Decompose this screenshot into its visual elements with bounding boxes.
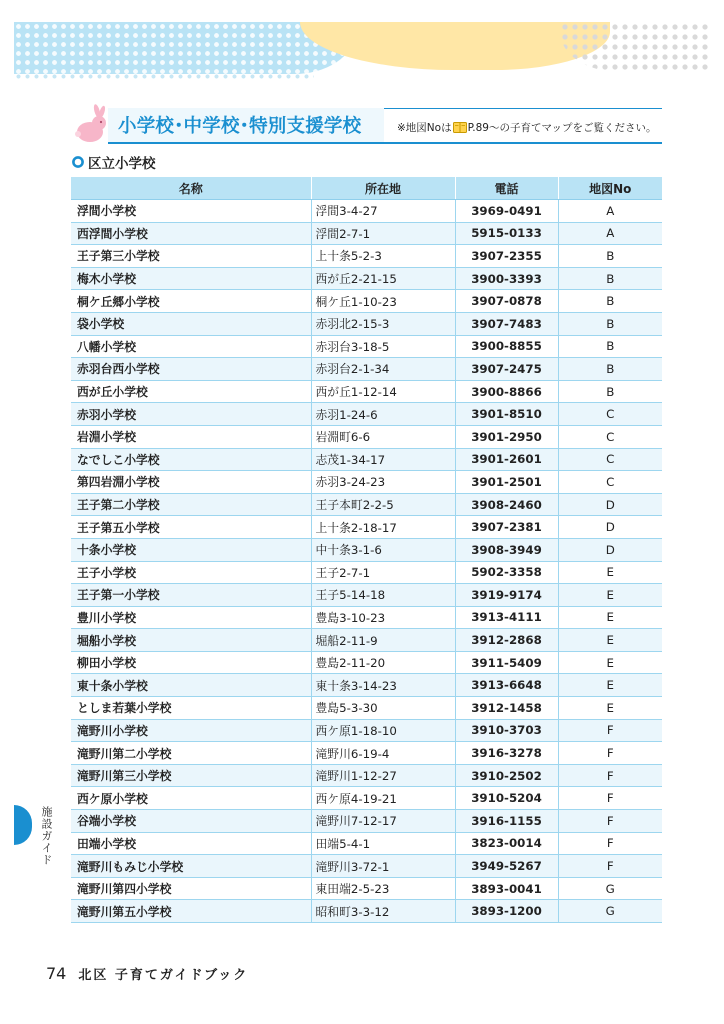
cell-address: 昭和町3-3-12 — [311, 900, 455, 923]
rabbit-icon — [68, 104, 108, 144]
table-row — [71, 810, 662, 833]
cell-map-no: F — [558, 810, 662, 833]
cell-phone: 3908-2460 — [455, 493, 558, 516]
cell-map-no: E — [558, 697, 662, 720]
table-row — [71, 855, 662, 878]
cell-map-no: E — [558, 561, 662, 584]
cell-map-no: B — [558, 245, 662, 268]
cell-address: 赤羽1-24-6 — [311, 403, 455, 426]
cell-phone: 3900-8866 — [455, 380, 558, 403]
title-rule — [108, 142, 662, 144]
cell-phone: 3910-3703 — [455, 719, 558, 742]
cell-address: 豊島2-11-20 — [311, 651, 455, 674]
side-tab-label: 施設ガイド — [40, 806, 53, 866]
cell-address: 上十条5-2-3 — [311, 245, 455, 268]
cell-phone: 3910-5204 — [455, 787, 558, 810]
cell-map-no: E — [558, 674, 662, 697]
cell-address: 西が丘2-21-15 — [311, 267, 455, 290]
cell-address: 赤羽3-24-23 — [311, 471, 455, 494]
bullet-circle-icon — [72, 156, 84, 168]
cell-school-name: 谷端小学校 — [71, 810, 311, 833]
cell-school-name: 袋小学校 — [71, 312, 311, 335]
cell-school-name: 豊川小学校 — [71, 606, 311, 629]
section-heading — [72, 152, 156, 172]
table-row — [71, 787, 662, 810]
cell-phone: 3916-3278 — [455, 742, 558, 765]
cell-address: 西ケ原1-18-10 — [311, 719, 455, 742]
cell-school-name: 西ケ原小学校 — [71, 787, 311, 810]
cell-map-no: B — [558, 312, 662, 335]
cell-address: 浮間3-4-27 — [311, 200, 455, 223]
cell-address: 堀船2-11-9 — [311, 629, 455, 652]
cell-map-no: G — [558, 877, 662, 900]
cell-address: 桐ケ丘1-10-23 — [311, 290, 455, 313]
cell-phone: 3910-2502 — [455, 764, 558, 787]
cell-phone: 3900-3393 — [455, 267, 558, 290]
cell-phone: 3901-2950 — [455, 425, 558, 448]
cell-address: 王子本町2-2-5 — [311, 493, 455, 516]
cell-phone: 3907-2475 — [455, 358, 558, 381]
cell-phone: 3893-1200 — [455, 900, 558, 923]
cell-address: 田端5-4-1 — [311, 832, 455, 855]
cell-phone: 3919-9174 — [455, 584, 558, 607]
cell-school-name: 西浮間小学校 — [71, 222, 311, 245]
cell-school-name: 梅木小学校 — [71, 267, 311, 290]
page-number: 74 — [46, 964, 67, 983]
header-decoration-dots-row — [14, 72, 314, 82]
cell-school-name: 第四岩淵小学校 — [71, 471, 311, 494]
cell-map-no: A — [558, 222, 662, 245]
cell-school-name: 王子第二小学校 — [71, 493, 311, 516]
cell-map-no: D — [558, 516, 662, 539]
cell-address: 赤羽台2-1-34 — [311, 358, 455, 381]
cell-address: 東田端2-5-23 — [311, 877, 455, 900]
table-row — [71, 538, 662, 561]
cell-map-no: E — [558, 651, 662, 674]
cell-school-name: 赤羽小学校 — [71, 403, 311, 426]
map-note — [397, 120, 657, 135]
cell-school-name: 田端小学校 — [71, 832, 311, 855]
cell-address: 志茂1-34-17 — [311, 448, 455, 471]
cell-phone: 3911-5409 — [455, 651, 558, 674]
map-note-prefix: ※地図Noは — [397, 122, 452, 134]
cell-phone: 5915-0133 — [455, 222, 558, 245]
cell-school-name: 王子第一小学校 — [71, 584, 311, 607]
table-row — [71, 245, 662, 268]
cell-phone: 3913-4111 — [455, 606, 558, 629]
table-row — [71, 697, 662, 720]
cell-map-no: F — [558, 719, 662, 742]
cell-phone: 3908-3949 — [455, 538, 558, 561]
table-row — [71, 471, 662, 494]
cell-map-no: C — [558, 403, 662, 426]
cell-map-no: B — [558, 267, 662, 290]
cell-address: 西が丘1-12-14 — [311, 380, 455, 403]
cell-map-no: B — [558, 358, 662, 381]
table-row — [71, 719, 662, 742]
cell-school-name: 滝野川小学校 — [71, 719, 311, 742]
table-row — [71, 312, 662, 335]
cell-phone: 3901-2501 — [455, 471, 558, 494]
header-decoration-dots-gray — [560, 22, 710, 72]
cell-school-name: 桐ケ丘郷小学校 — [71, 290, 311, 313]
table-row — [71, 425, 662, 448]
table-row — [71, 290, 662, 313]
column-header-map-no: 地図No — [558, 177, 662, 200]
table-row — [71, 267, 662, 290]
cell-address: 赤羽台3-18-5 — [311, 335, 455, 358]
map-note-suffix: P.89～の子育てマップをご覧ください。 — [467, 122, 657, 134]
cell-phone: 3900-8855 — [455, 335, 558, 358]
side-tab-marker — [14, 805, 32, 845]
table-row — [71, 900, 662, 923]
column-header-address: 所在地 — [311, 177, 455, 200]
cell-phone: 3907-2355 — [455, 245, 558, 268]
book-title: 北区 子育てガイドブック — [78, 968, 249, 983]
cell-address: 上十条2-18-17 — [311, 516, 455, 539]
cell-address: 滝野川6-19-4 — [311, 742, 455, 765]
table-header-row — [71, 177, 662, 200]
table-row — [71, 358, 662, 381]
cell-school-name: なでしこ小学校 — [71, 448, 311, 471]
cell-phone: 3949-5267 — [455, 855, 558, 878]
page-title: 小学校･中学校･特別支援学校 — [118, 116, 362, 137]
cell-map-no: F — [558, 787, 662, 810]
table-row — [71, 629, 662, 652]
column-header-name: 名称 — [71, 177, 311, 200]
title-rule-top — [384, 108, 662, 109]
column-header-phone: 電話 — [455, 177, 558, 200]
cell-address: 東十条3-14-23 — [311, 674, 455, 697]
table-row — [71, 832, 662, 855]
cell-address: 中十条3-1-6 — [311, 538, 455, 561]
cell-phone: 3916-1155 — [455, 810, 558, 833]
cell-school-name: 滝野川第五小学校 — [71, 900, 311, 923]
cell-address: 王子2-7-1 — [311, 561, 455, 584]
table-row — [71, 380, 662, 403]
table-row — [71, 493, 662, 516]
table-row — [71, 335, 662, 358]
table-row — [71, 877, 662, 900]
book-icon — [453, 122, 467, 133]
cell-address: 豊島5-3-30 — [311, 697, 455, 720]
cell-school-name: 滝野川もみじ小学校 — [71, 855, 311, 878]
table-row — [71, 651, 662, 674]
cell-address: 滝野川3-72-1 — [311, 855, 455, 878]
cell-address: 西ケ原4-19-21 — [311, 787, 455, 810]
cell-school-name: 柳田小学校 — [71, 651, 311, 674]
cell-school-name: 王子第三小学校 — [71, 245, 311, 268]
cell-map-no: B — [558, 335, 662, 358]
cell-address: 滝野川1-12-27 — [311, 764, 455, 787]
page-footer — [46, 964, 248, 983]
cell-school-name: 西が丘小学校 — [71, 380, 311, 403]
table-row — [71, 584, 662, 607]
cell-map-no: E — [558, 629, 662, 652]
cell-map-no: E — [558, 606, 662, 629]
cell-map-no: D — [558, 538, 662, 561]
cell-address: 王子5-14-18 — [311, 584, 455, 607]
cell-phone: 3912-1458 — [455, 697, 558, 720]
cell-phone: 5902-3358 — [455, 561, 558, 584]
cell-school-name: 堀船小学校 — [71, 629, 311, 652]
cell-map-no: A — [558, 200, 662, 223]
cell-school-name: 滝野川第四小学校 — [71, 877, 311, 900]
cell-map-no: B — [558, 380, 662, 403]
cell-map-no: D — [558, 493, 662, 516]
cell-map-no: F — [558, 855, 662, 878]
cell-school-name: 十条小学校 — [71, 538, 311, 561]
table-row — [71, 674, 662, 697]
cell-map-no: C — [558, 471, 662, 494]
cell-phone: 3893-0041 — [455, 877, 558, 900]
cell-school-name: 王子第五小学校 — [71, 516, 311, 539]
cell-map-no: C — [558, 425, 662, 448]
cell-school-name: 八幡小学校 — [71, 335, 311, 358]
table-row — [71, 561, 662, 584]
cell-address: 岩淵町6-6 — [311, 425, 455, 448]
cell-address: 浮間2-7-1 — [311, 222, 455, 245]
cell-school-name: 滝野川第二小学校 — [71, 742, 311, 765]
cell-phone: 3901-8510 — [455, 403, 558, 426]
cell-map-no: G — [558, 900, 662, 923]
elementary-school-table — [71, 177, 662, 923]
cell-phone: 3907-0878 — [455, 290, 558, 313]
table-row — [71, 742, 662, 765]
cell-school-name: 東十条小学校 — [71, 674, 311, 697]
table-row — [71, 606, 662, 629]
table-row — [71, 403, 662, 426]
cell-phone: 3907-7483 — [455, 312, 558, 335]
table-row — [71, 516, 662, 539]
cell-school-name: 岩淵小学校 — [71, 425, 311, 448]
cell-address: 豊島3-10-23 — [311, 606, 455, 629]
cell-phone: 3969-0491 — [455, 200, 558, 223]
table-row — [71, 200, 662, 223]
cell-map-no: C — [558, 448, 662, 471]
cell-map-no: E — [558, 584, 662, 607]
cell-map-no: F — [558, 832, 662, 855]
cell-phone: 3913-6648 — [455, 674, 558, 697]
cell-address: 滝野川7-12-17 — [311, 810, 455, 833]
table-row — [71, 222, 662, 245]
table-row — [71, 764, 662, 787]
cell-phone: 3823-0014 — [455, 832, 558, 855]
cell-map-no: F — [558, 764, 662, 787]
cell-phone: 3901-2601 — [455, 448, 558, 471]
cell-phone: 3912-2868 — [455, 629, 558, 652]
cell-school-name: 浮間小学校 — [71, 200, 311, 223]
cell-school-name: 王子小学校 — [71, 561, 311, 584]
section-title: 区立小学校 — [88, 156, 156, 172]
cell-address: 赤羽北2-15-3 — [311, 312, 455, 335]
cell-map-no: B — [558, 290, 662, 313]
cell-phone: 3907-2381 — [455, 516, 558, 539]
cell-school-name: 赤羽台西小学校 — [71, 358, 311, 381]
cell-school-name: としま若葉小学校 — [71, 697, 311, 720]
cell-school-name: 滝野川第三小学校 — [71, 764, 311, 787]
cell-map-no: F — [558, 742, 662, 765]
table-row — [71, 448, 662, 471]
